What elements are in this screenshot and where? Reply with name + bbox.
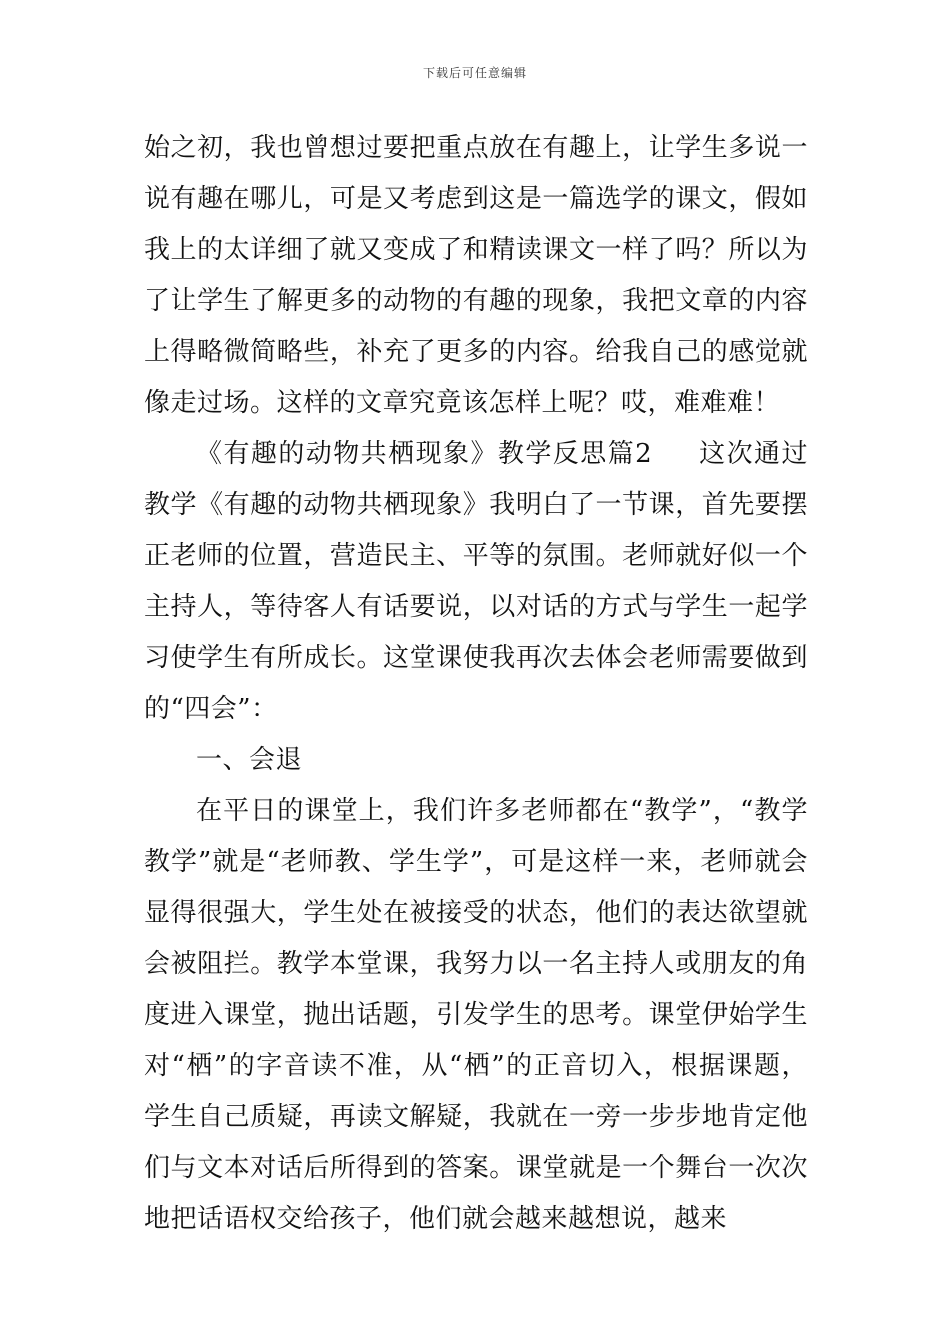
paragraph-section-title: [144, 429, 808, 735]
paragraph-body: 在平日的课堂上，我们许多老师都在“教学”，“教学教学”就是“老师教、学生学”，可是这样一来，老师就会显得很强大，学生处在被接受的状态，他们的表达欲望就会被阻拦。教学本堂课，我努力以一名主持人或朋友的角度进入课堂，抛出话题，引发学生的思考。课堂伊始学生对“栖”的字音读不准，从“栖”的正音切入，根据课题，学生自己质疑，再读文解疑，我就在一旁一步步地肯定他们与文本对话后所得到的答案。课堂就是一个舞台一次次地把话语权交给孩子，他们就会越来越想说，越来: [144, 796, 808, 1234]
paragraph-continuation: 始之初，我也曾想过要把重点放在有趣上，让学生多说一说有趣在哪儿，可是又考虑到这是一篇选学的课文，假如我上的太详细了就又变成了和精读课文一样了吗？所以为了让学生了解更多的动物的有趣的现象，我把文章的内容上得略微简略些，补充了更多的内容。给我自己的感觉就像走过场。这样的文章究竟该怎样上呢？哎，难难难！: [144, 133, 808, 418]
section-title: 《有趣的动物共栖现象》教学反思篇2: [196, 439, 653, 469]
page-header: 下载后可任意编辑: [422, 66, 527, 80]
paragraph-heading-1: 一、会退: [196, 745, 303, 775]
document-body: [144, 123, 808, 1245]
section-intro-text: 这次通过教学《有趣的动物共栖现象》我明白了一节课，首先要摆正老师的位置，营造民主、平等的氛围。老师就好似一个主持人，等待客人有话要说，以对话的方式与学生一起学习使学生有所成长。这堂课使我再次去体会老师需要做到的“四会”：: [144, 439, 808, 724]
